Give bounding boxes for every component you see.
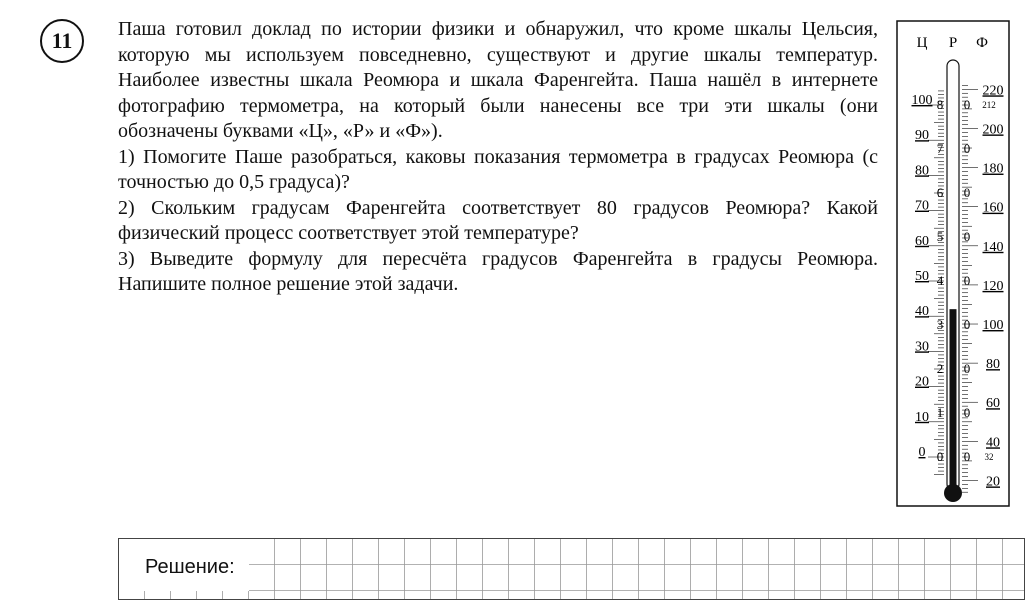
mercury-column (950, 309, 957, 490)
reaumur-label: 0 (936, 449, 944, 464)
celsius-label: 70 (915, 198, 929, 214)
reaumur-zero-label: 0 (963, 449, 971, 464)
fahrenheit-label: 200 (982, 122, 1004, 138)
question-1: 1) Помогите Паше разобраться, каковы показания термометра в градусах Реомюра (с точностью до 0,5 градуса)? (118, 145, 878, 193)
fahrenheit-label: 140 (982, 239, 1004, 255)
celsius-label: 100 (911, 93, 933, 108)
celsius-label: 50 (915, 269, 929, 284)
celsius-label: 80 (915, 163, 929, 179)
reaumur-label: 2 (936, 361, 944, 376)
reaumur-label: 5 (936, 229, 944, 244)
task-number: 11 (51, 28, 73, 53)
task-intro: Паша готовил доклад по истории физики и обнаружил, что кроме шкалы Цельсия, которую мы используем повседневно, существуют и другие шкалы температур. Наиболее известны шкала Реомюра и шкала Фаренгейта. Паша нашёл в интернете фотографию термометра, на который были нанесены все три эти шкалы (они обозначены буквами «Ц», «Р» и «Ф»). (118, 18, 878, 142)
celsius-label: 40 (915, 304, 929, 320)
thermometer-figure (896, 20, 1016, 510)
reaumur-label: 7 (936, 141, 944, 156)
fahrenheit-label: 60 (986, 396, 1000, 412)
fahrenheit-label: 120 (982, 278, 1004, 294)
reaumur-zero-label: 0 (963, 229, 971, 244)
fahrenheit-mark-label: 32 (984, 452, 994, 462)
celsius-label: 20 (915, 374, 929, 390)
celsius-label: 30 (915, 339, 929, 355)
reaumur-label: 6 (936, 185, 944, 200)
fahrenheit-label: 20 (986, 474, 1000, 490)
solution-label: Решение: (145, 556, 235, 578)
reaumur-zero-label: 0 (963, 361, 971, 376)
reaumur-zero-label: 0 (963, 317, 971, 332)
header-celsius: Ц (916, 35, 928, 51)
fahrenheit-mark-label: 212 (982, 100, 996, 110)
question-3: 3) Выведите формулу для пересчёта градусов Фаренгейта в градусы Реомюра. Напишите полное решение этой задачи. (118, 247, 878, 295)
reaumur-label: 3 (936, 317, 944, 332)
reaumur-zero-label: 0 (963, 405, 971, 420)
celsius-label: 90 (915, 128, 929, 144)
reaumur-label: 8 (936, 97, 944, 112)
reaumur-zero-label: 0 (963, 141, 971, 156)
question-2: 2) Скольким градусам Фаренгейта соответствует 80 градусов Реомюра? Какой физический процесс соответствует этой температуре? (118, 196, 878, 244)
solution-grid[interactable] (118, 538, 1025, 600)
task-text (118, 17, 878, 298)
celsius-label: 60 (915, 233, 929, 249)
fahrenheit-label: 180 (982, 161, 1004, 177)
task-number-badge (40, 19, 84, 63)
celsius-label: 10 (915, 409, 929, 425)
fahrenheit-label: 40 (986, 435, 1000, 451)
celsius-label: 0 (918, 445, 926, 460)
reaumur-zero-label: 0 (963, 273, 971, 288)
fahrenheit-label: 80 (986, 357, 1000, 373)
fahrenheit-label: 160 (982, 200, 1004, 216)
reaumur-label: 4 (936, 273, 944, 288)
reaumur-zero-label: 0 (963, 185, 971, 200)
header-fahrenheit: Ф (976, 35, 988, 51)
reaumur-label: 1 (936, 405, 944, 420)
fahrenheit-label: 220 (982, 83, 1004, 99)
fahrenheit-label: 100 (982, 318, 1004, 334)
header-reaumur: Р (948, 35, 958, 51)
reaumur-zero-label: 0 (963, 97, 971, 112)
